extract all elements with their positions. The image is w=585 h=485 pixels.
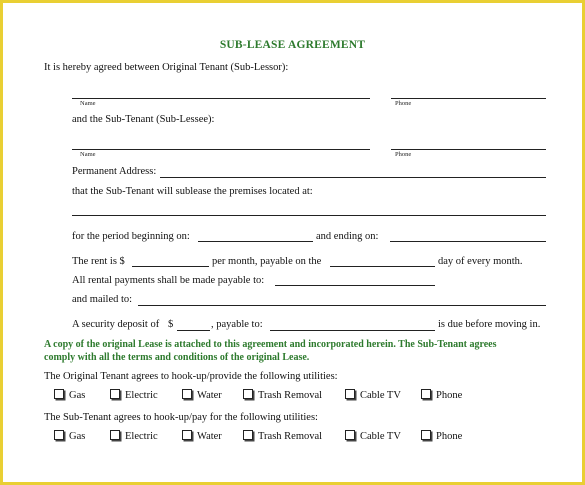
sub-cable-label: Cable TV	[360, 431, 401, 442]
original-trash-label: Trash Removal	[258, 390, 323, 401]
sub-trash-checkbox[interactable]	[243, 430, 253, 440]
rent-label: The rent is $	[72, 256, 125, 267]
original-electric-checkbox[interactable]	[110, 389, 120, 399]
period-end-line[interactable]	[390, 241, 546, 242]
original-phone-label: Phone	[436, 390, 463, 401]
original-utilities-text: The Original Tenant agrees to hook-up/provide the following utilities:	[44, 371, 338, 382]
deposit-label: A security deposit of	[72, 319, 160, 330]
rent-amount-line[interactable]	[132, 266, 209, 267]
sub-water-label: Water	[197, 431, 222, 442]
deposit-suffix: is due before moving in.	[438, 319, 541, 330]
premises-address-line[interactable]	[72, 215, 546, 216]
period-begin-label: for the period beginning on:	[72, 231, 190, 242]
original-cable-checkbox[interactable]	[345, 389, 355, 399]
original-water-checkbox[interactable]	[182, 389, 192, 399]
period-end-label: and ending on:	[316, 231, 379, 242]
lease-notice-line-2: comply with all the terms and conditions of the original Lease.	[44, 352, 310, 363]
original-gas-checkbox[interactable]	[54, 389, 64, 399]
deposit-amount-line[interactable]	[177, 330, 210, 331]
sub-tenant-phone-line[interactable]	[391, 149, 546, 150]
sublease-premises-text: that the Sub-Tenant will sublease the premises located at:	[72, 186, 313, 197]
mailed-to-line[interactable]	[138, 305, 546, 306]
sub-utilities-text: The Sub-Tenant agrees to hook-up/pay for the following utilities:	[44, 412, 318, 423]
phone-caption: Phone	[395, 100, 412, 107]
original-phone-checkbox[interactable]	[421, 389, 431, 399]
original-trash-checkbox[interactable]	[243, 389, 253, 399]
original-gas-label: Gas	[69, 390, 86, 401]
original-water-label: Water	[197, 390, 222, 401]
sub-trash-label: Trash Removal	[258, 431, 323, 442]
original-tenant-name-line[interactable]	[72, 98, 370, 99]
sub-gas-label: Gas	[69, 431, 86, 442]
deposit-dollar-sign: $	[168, 319, 174, 330]
permanent-address-line[interactable]	[160, 177, 546, 178]
lease-notice-line-1: A copy of the original Lease is attached to this agreement and incorporated herein. The Sub-Tenant agrees	[44, 339, 497, 350]
original-cable-label: Cable TV	[360, 390, 401, 401]
rent-day-suffix: day of every month.	[438, 256, 523, 267]
original-electric-label: Electric	[125, 390, 158, 401]
sub-water-checkbox[interactable]	[182, 430, 192, 440]
rent-day-line[interactable]	[330, 266, 435, 267]
name-caption: Name	[80, 100, 96, 107]
period-begin-line[interactable]	[198, 241, 313, 242]
sub-electric-checkbox[interactable]	[110, 430, 120, 440]
rent-payable-text: per month, payable on the	[212, 256, 322, 267]
deposit-payable-line[interactable]	[270, 330, 435, 331]
permanent-address-label: Permanent Address:	[72, 166, 157, 177]
sub-electric-label: Electric	[125, 431, 158, 442]
phone-caption-2: Phone	[395, 151, 412, 158]
mailed-to-label: and mailed to:	[72, 294, 133, 305]
sublessee-text: and the Sub-Tenant (Sub-Lessee):	[72, 114, 215, 125]
sub-cable-checkbox[interactable]	[345, 430, 355, 440]
name-caption-2: Name	[80, 151, 96, 158]
sub-phone-label: Phone	[436, 431, 463, 442]
intro-text: It is hereby agreed between Original Tenant (Sub-Lessor):	[44, 62, 289, 73]
sub-tenant-name-line[interactable]	[72, 149, 370, 150]
document-title: SUB-LEASE AGREEMENT	[219, 39, 366, 51]
original-tenant-phone-line[interactable]	[391, 98, 546, 99]
sub-phone-checkbox[interactable]	[421, 430, 431, 440]
payable-to-label: All rental payments shall be made payable to:	[72, 275, 265, 286]
deposit-payable-text: , payable to:	[211, 319, 263, 330]
payable-to-line[interactable]	[275, 285, 435, 286]
sub-gas-checkbox[interactable]	[54, 430, 64, 440]
